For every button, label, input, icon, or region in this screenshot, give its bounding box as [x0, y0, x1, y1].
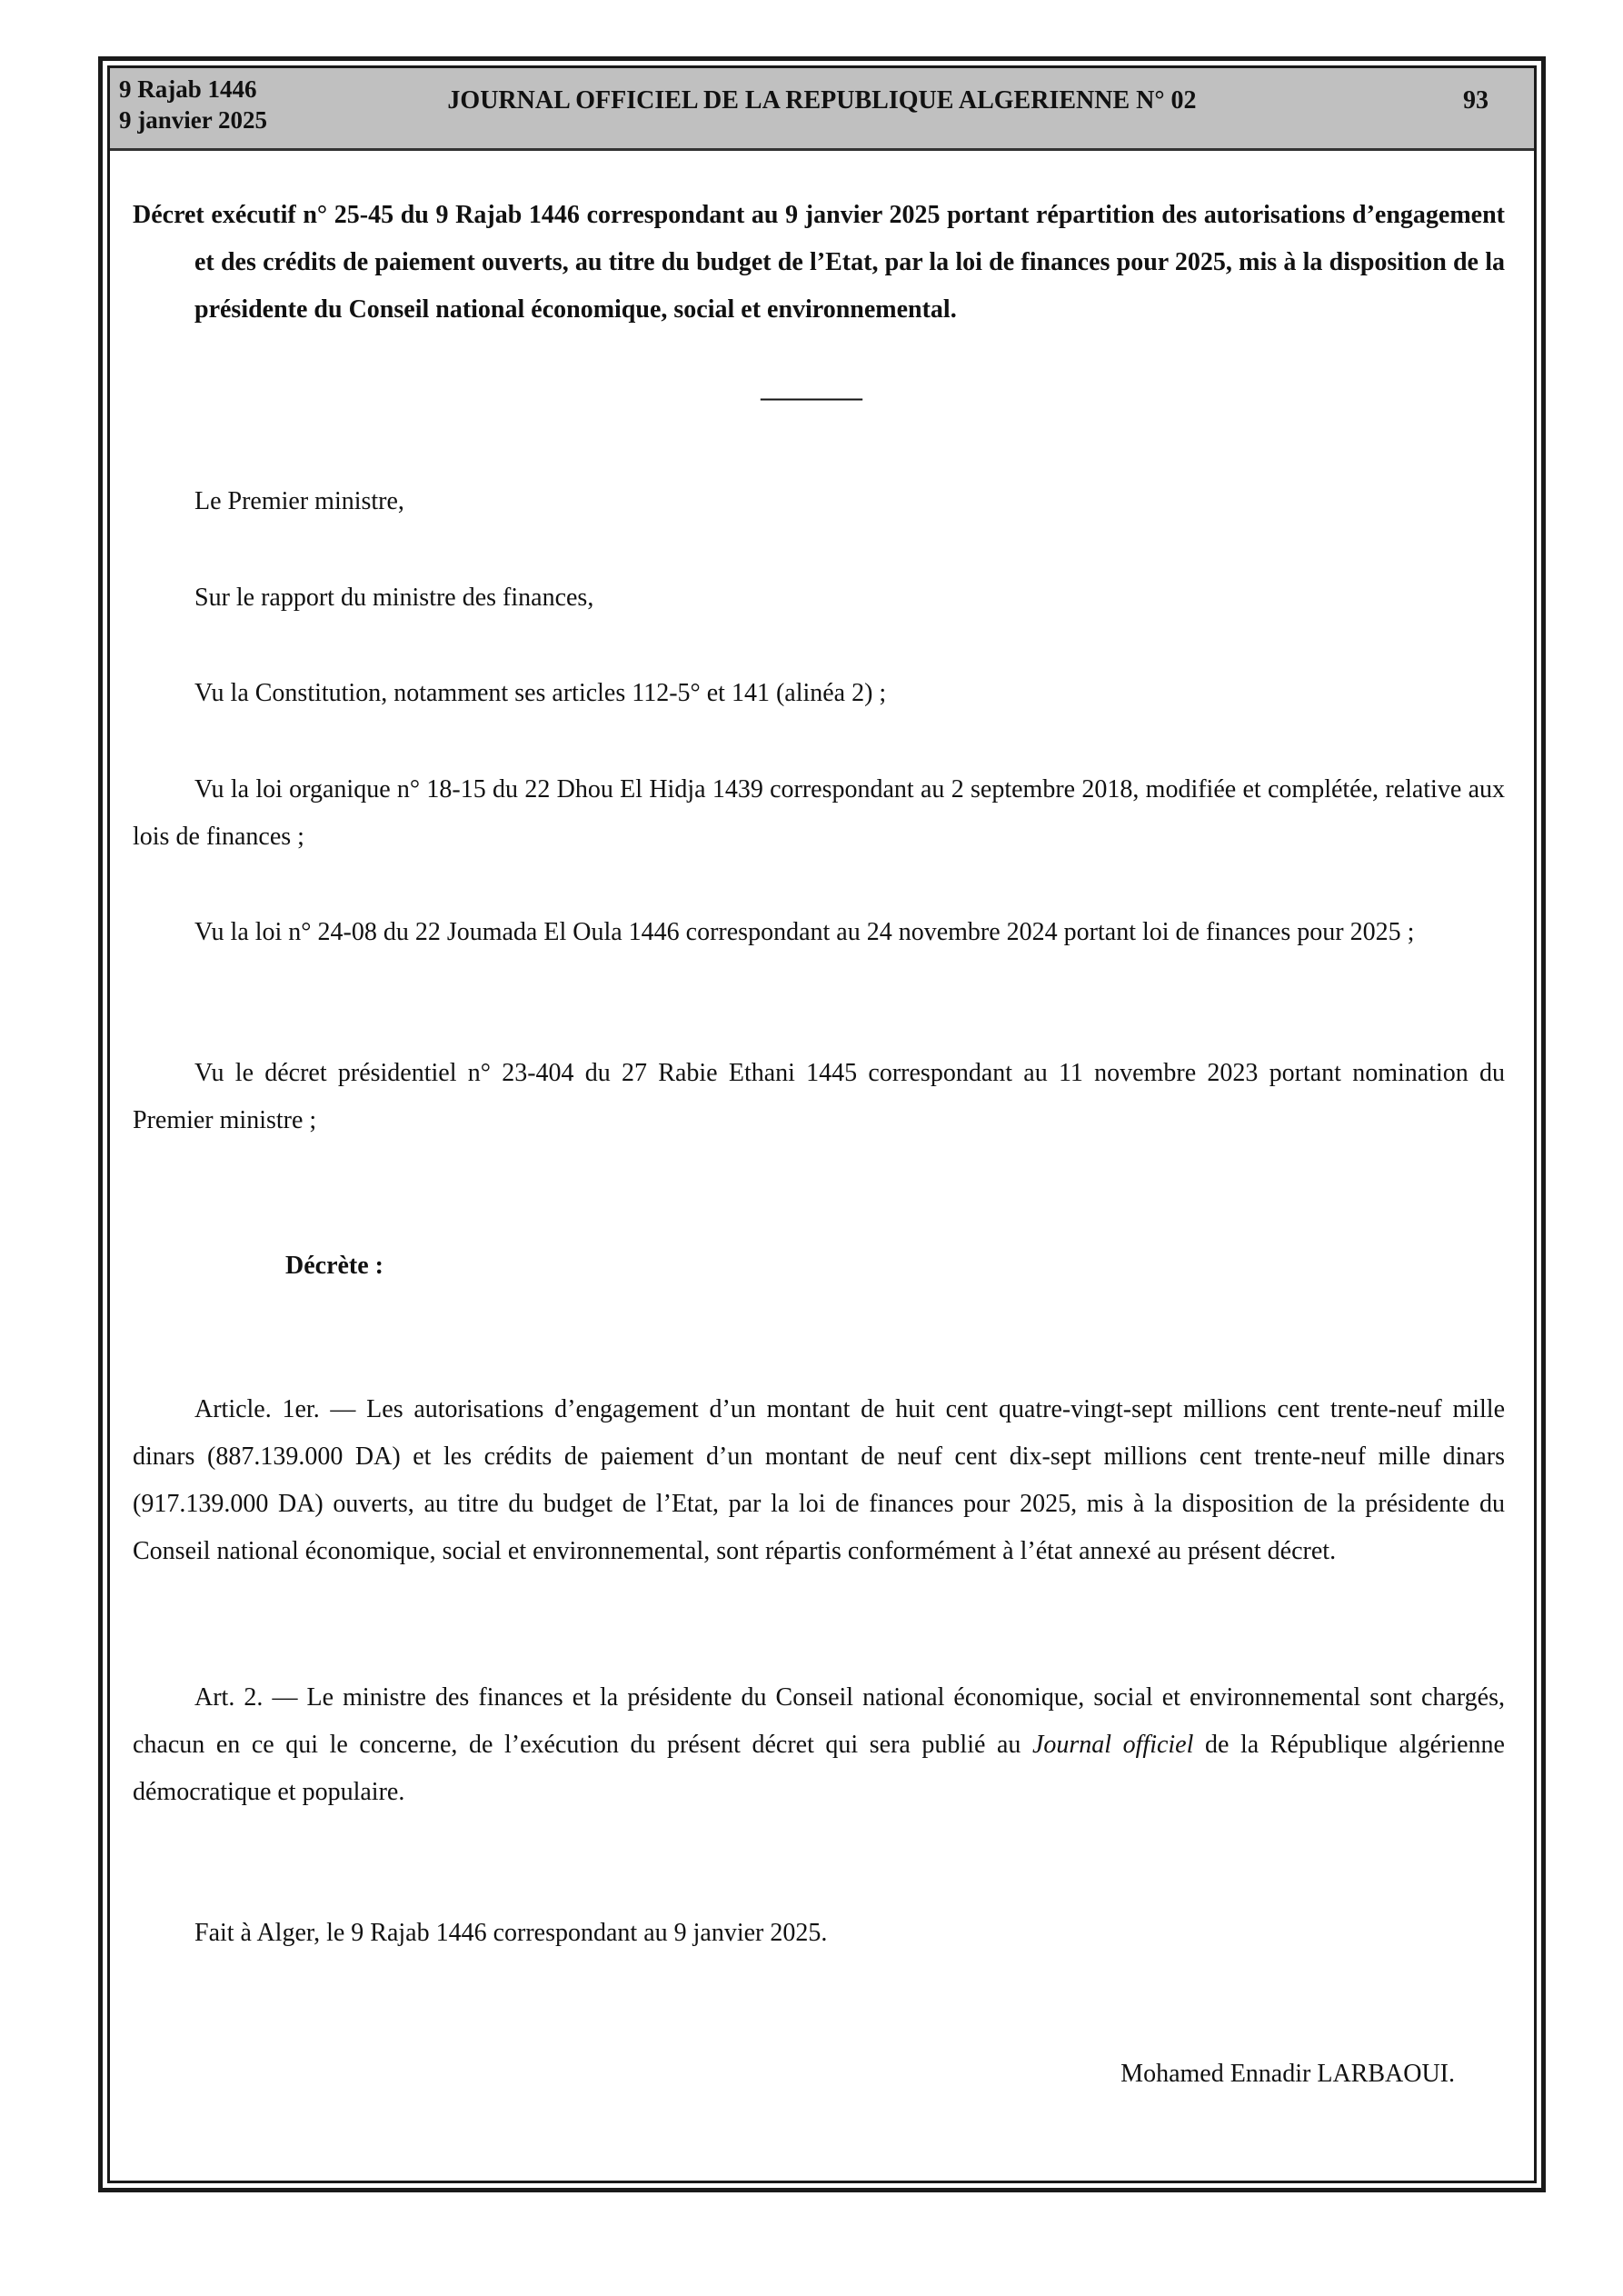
preamble-organic-law: Vu la loi organique n° 18-15 du 22 Dhou El Hidja 1439 correspondant au 2 septembre 2018, modifiée et complétée, relative aux lois de finances ;: [133, 775, 1505, 851]
preamble-finance-law: Vu la loi n° 24-08 du 22 Joumada El Oula 1446 correspondant au 24 novembre 2024 portant loi de finances pour 2025 ;: [194, 918, 1415, 946]
preamble-constitution: Vu la Constitution, notamment ses articles 112-5° et 141 (alinéa 2) ;: [194, 679, 887, 707]
preamble-presidential-decree: Vu le décret présidentiel n° 23-404 du 27 Rabie Ethani 1445 correspondant au 11 novembre 2023 portant nomination du Premier ministre ;: [133, 1059, 1505, 1134]
header-hijri-date: 9 Rajab 1446: [119, 75, 257, 103]
preamble-prime-minister: Le Premier ministre,: [194, 487, 404, 515]
header-gregorian-date: 9 janvier 2025: [119, 106, 267, 134]
signatory: Mohamed Ennadir LARBAOUI.: [1120, 2060, 1455, 2088]
page-number: 93: [1463, 86, 1489, 115]
journal-title: JOURNAL OFFICIEL DE LA REPUBLIQUE ALGERIENNE N° 02: [447, 86, 1197, 115]
journal-header: [110, 68, 1534, 151]
decrete-heading: Décrète :: [285, 1252, 384, 1280]
journal-officiel-italic: Journal officiel: [1031, 1731, 1194, 1759]
decree-title: Décret exécutif n° 25-45 du 9 Rajab 1446 correspondant au 9 janvier 2025 portant répartition des autorisations d’engagement et des crédits de paiement ouverts, au titre du budget de l’Etat, par la loi de finances pour 2025, mis à la disposition de la présidente du Conseil national économique, social et environnemental.: [133, 201, 1505, 324]
article-2-text-end: de la République algérienne démocratique et populaire.: [133, 1731, 1505, 1806]
article-1: Article. 1er. — Les autorisations d’engagement d’un montant de huit cent quatre-vingt-sept millions cent trente-neuf mille dinars (887.139.000 DA) et les crédits de paiement d’un montant de neuf cent dix-sept millions cent trente-neuf mille dinars (917.139.000 DA) ouverts, au titre du budget de l’Etat, par la loi de finances pour 2025, mis à la disposition de la présidente du Conseil national économique, social et environnemental, sont répartis conformément à l’état annexé au présent décret.: [133, 1395, 1505, 1565]
article-2-text: Art. 2. — Le ministre des finances et la présidente du Conseil national économique, social et environnemental sont chargés, chacun en ce qui le concerne, de l’exécution du présent décret qui sera publié au: [133, 1683, 1505, 1759]
title-separator: ————: [761, 384, 862, 412]
preamble-report: Sur le rapport du ministre des finances,: [194, 584, 594, 612]
done-at: Fait à Alger, le 9 Rajab 1446 correspondant au 9 janvier 2025.: [194, 1919, 828, 1947]
article-2: [133, 1674, 1505, 1816]
